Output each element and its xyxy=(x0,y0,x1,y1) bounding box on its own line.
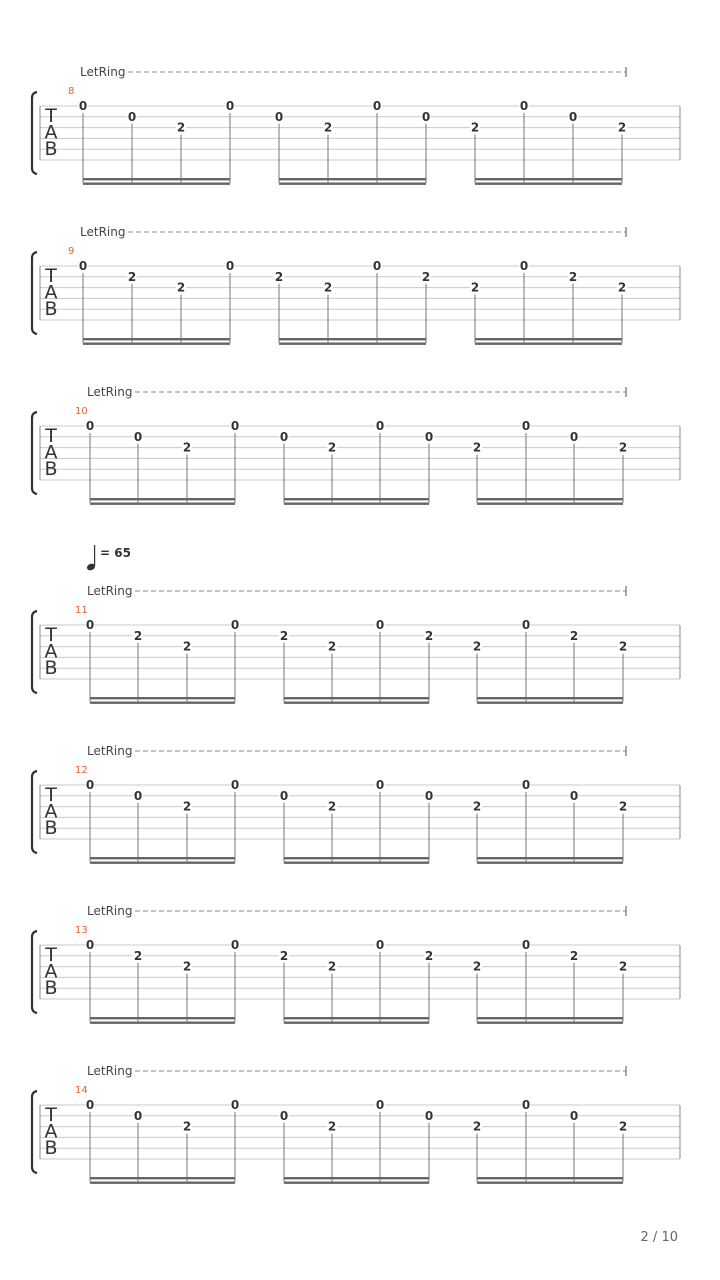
tab-system-10 xyxy=(32,385,680,505)
fret-number: 2 xyxy=(182,639,192,654)
beam xyxy=(83,343,230,345)
fret-number: 2 xyxy=(568,269,578,284)
beam xyxy=(83,338,230,340)
fret-number: 0 xyxy=(279,429,289,444)
beam xyxy=(477,498,623,500)
measure-number: 12 xyxy=(75,765,88,776)
fret-number: 2 xyxy=(133,628,143,643)
beam xyxy=(284,697,429,699)
fret-number: 2 xyxy=(176,120,186,135)
fret-number: 2 xyxy=(176,280,186,295)
fret-number: 2 xyxy=(133,948,143,963)
tab-clef-letter-a: A xyxy=(44,121,58,144)
fret-number: 0 xyxy=(568,109,578,124)
beam xyxy=(284,503,429,505)
fret-number: 0 xyxy=(85,778,95,792)
tab-system-8 xyxy=(32,65,680,185)
fret-number: 0 xyxy=(424,1108,434,1123)
fret-number: 2 xyxy=(472,799,482,814)
tab-clef-letter-b: B xyxy=(44,458,58,480)
fret-number: 2 xyxy=(327,639,337,654)
fret-number: 0 xyxy=(375,618,385,632)
beam xyxy=(279,178,426,180)
let-ring-label: LetRing xyxy=(87,385,133,399)
fret-number: 0 xyxy=(521,778,531,792)
beam xyxy=(477,697,623,699)
fret-number: 0 xyxy=(521,419,531,433)
fret-number: 2 xyxy=(618,959,628,974)
fret-number: 2 xyxy=(472,639,482,654)
system-bracket xyxy=(32,931,37,1013)
tab-system-12 xyxy=(32,744,680,864)
beam xyxy=(90,498,235,500)
beam xyxy=(475,178,622,180)
fret-number: 2 xyxy=(472,440,482,455)
beam xyxy=(90,1182,235,1184)
measure-number: 13 xyxy=(75,925,88,936)
tab-clef-letter-a: A xyxy=(44,640,58,663)
fret-number: 0 xyxy=(85,938,95,952)
tab-clef-letter-t: T xyxy=(45,624,57,646)
fret-number: 0 xyxy=(78,99,88,113)
fret-number: 0 xyxy=(569,788,579,803)
fret-number: 2 xyxy=(182,799,192,814)
fret-number: 2 xyxy=(618,639,628,654)
fret-number: 2 xyxy=(323,280,333,295)
fret-number: 2 xyxy=(424,628,434,643)
tab-system-9 xyxy=(32,225,680,345)
fret-number: 0 xyxy=(133,429,143,444)
tab-clef-letter-t: T xyxy=(45,784,57,806)
beam xyxy=(279,343,426,345)
fret-number: 0 xyxy=(85,618,95,632)
beam xyxy=(477,857,623,859)
fret-number: 2 xyxy=(617,120,627,135)
system-bracket xyxy=(32,412,37,494)
beam xyxy=(475,338,622,340)
beam xyxy=(475,183,622,185)
fret-number: 0 xyxy=(375,938,385,952)
fret-number: 2 xyxy=(569,948,579,963)
beam xyxy=(284,1182,429,1184)
beam xyxy=(279,183,426,185)
let-ring-label: LetRing xyxy=(87,584,133,598)
tab-clef-letter-t: T xyxy=(45,1104,57,1126)
tab-clef-letter-t: T xyxy=(45,105,57,127)
fret-number: 0 xyxy=(375,1098,385,1112)
fret-number: 2 xyxy=(279,948,289,963)
fret-number: 2 xyxy=(470,280,480,295)
tab-clef-letter-t: T xyxy=(45,265,57,287)
beam xyxy=(477,1022,623,1024)
fret-number: 0 xyxy=(521,938,531,952)
fret-number: 0 xyxy=(230,778,240,792)
page-indicator: 2 / 10 xyxy=(640,1230,678,1245)
beam xyxy=(90,1177,235,1179)
beam xyxy=(284,702,429,704)
system-bracket xyxy=(32,92,37,174)
beam xyxy=(90,702,235,704)
fret-number: 0 xyxy=(279,1108,289,1123)
fret-number: 0 xyxy=(424,788,434,803)
fret-number: 0 xyxy=(225,99,235,113)
beam xyxy=(83,178,230,180)
tab-clef-letter-b: B xyxy=(44,298,58,320)
beam xyxy=(477,503,623,505)
let-ring-label: LetRing xyxy=(87,904,133,918)
fret-number: 0 xyxy=(85,419,95,433)
tab-clef-letter-a: A xyxy=(44,441,58,464)
beam xyxy=(284,498,429,500)
fret-number: 0 xyxy=(372,259,382,273)
measure-number: 9 xyxy=(68,246,75,257)
fret-number: 2 xyxy=(182,959,192,974)
fret-number: 0 xyxy=(519,99,529,113)
fret-number: 0 xyxy=(569,1108,579,1123)
tab-clef-letter-t: T xyxy=(45,425,57,447)
tab-system-13 xyxy=(32,904,680,1024)
fret-number: 0 xyxy=(230,419,240,433)
fret-number: 0 xyxy=(274,109,284,124)
fret-number: 0 xyxy=(78,259,88,273)
fret-number: 2 xyxy=(424,948,434,963)
fret-number: 0 xyxy=(521,618,531,632)
fret-number: 2 xyxy=(274,269,284,284)
fret-number: 2 xyxy=(618,1119,628,1134)
system-bracket xyxy=(32,771,37,853)
beam xyxy=(477,1177,623,1179)
fret-number: 0 xyxy=(225,259,235,273)
fret-number: 2 xyxy=(617,280,627,295)
fret-number: 0 xyxy=(421,109,431,124)
let-ring-label: LetRing xyxy=(87,1064,133,1078)
tab-clef-letter-b: B xyxy=(44,138,58,160)
tab-clef-letter-a: A xyxy=(44,960,58,983)
measure-number: 14 xyxy=(75,1085,88,1096)
fret-number: 2 xyxy=(327,799,337,814)
let-ring-label: LetRing xyxy=(80,225,126,239)
measure-number: 10 xyxy=(75,406,88,417)
system-bracket xyxy=(32,1091,37,1173)
beam xyxy=(279,338,426,340)
measure-number: 11 xyxy=(75,605,88,616)
fret-number: 2 xyxy=(569,628,579,643)
fret-number: 2 xyxy=(472,959,482,974)
beam xyxy=(475,343,622,345)
let-ring-label: LetRing xyxy=(80,65,126,79)
beam xyxy=(90,1017,235,1019)
beam xyxy=(90,862,235,864)
fret-number: 2 xyxy=(279,628,289,643)
fret-number: 0 xyxy=(279,788,289,803)
fret-number: 0 xyxy=(85,1098,95,1112)
fret-number: 2 xyxy=(127,269,137,284)
fret-number: 0 xyxy=(375,419,385,433)
fret-number: 0 xyxy=(424,429,434,444)
measure-number: 8 xyxy=(68,86,75,97)
beam xyxy=(90,1022,235,1024)
fret-number: 2 xyxy=(327,959,337,974)
fret-number: 0 xyxy=(521,1098,531,1112)
let-ring-label: LetRing xyxy=(87,744,133,758)
beam xyxy=(284,1017,429,1019)
tab-clef-letter-a: A xyxy=(44,800,58,823)
beam xyxy=(90,857,235,859)
beam xyxy=(284,862,429,864)
tab-system-11 xyxy=(32,545,680,704)
beam xyxy=(90,503,235,505)
tab-clef-letter-a: A xyxy=(44,1120,58,1143)
fret-number: 2 xyxy=(421,269,431,284)
tab-clef-letter-b: B xyxy=(44,657,58,679)
beam xyxy=(477,702,623,704)
fret-number: 0 xyxy=(569,429,579,444)
tab-clef-letter-b: B xyxy=(44,1137,58,1159)
system-bracket xyxy=(32,252,37,334)
fret-number: 0 xyxy=(133,1108,143,1123)
fret-number: 2 xyxy=(472,1119,482,1134)
fret-number: 0 xyxy=(127,109,137,124)
fret-number: 0 xyxy=(230,938,240,952)
beam xyxy=(284,857,429,859)
beam xyxy=(477,1182,623,1184)
beam xyxy=(477,1017,623,1019)
tab-clef-letter-a: A xyxy=(44,281,58,304)
fret-number: 0 xyxy=(133,788,143,803)
tempo-label: = 65 xyxy=(100,546,131,560)
fret-number: 2 xyxy=(323,120,333,135)
fret-number: 2 xyxy=(327,1119,337,1134)
beam xyxy=(83,183,230,185)
beam xyxy=(90,697,235,699)
fret-number: 0 xyxy=(375,778,385,792)
beam xyxy=(477,862,623,864)
fret-number: 0 xyxy=(519,259,529,273)
fret-number: 2 xyxy=(182,1119,192,1134)
fret-number: 0 xyxy=(372,99,382,113)
fret-number: 2 xyxy=(470,120,480,135)
system-bracket xyxy=(32,611,37,693)
fret-number: 2 xyxy=(618,799,628,814)
fret-number: 0 xyxy=(230,618,240,632)
tab-system-14 xyxy=(32,1064,680,1184)
tab-clef-letter-b: B xyxy=(44,977,58,999)
fret-number: 2 xyxy=(618,440,628,455)
fret-number: 0 xyxy=(230,1098,240,1112)
fret-number: 2 xyxy=(327,440,337,455)
tab-clef-letter-t: T xyxy=(45,944,57,966)
fret-number: 2 xyxy=(182,440,192,455)
beam xyxy=(284,1177,429,1179)
beam xyxy=(284,1022,429,1024)
tab-clef-letter-b: B xyxy=(44,817,58,839)
